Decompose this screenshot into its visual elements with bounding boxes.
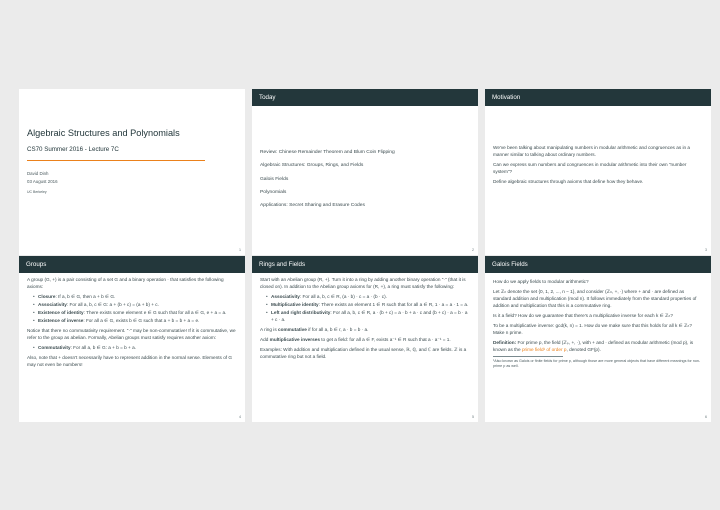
paragraph: Define algebraic structures through axioms that define how they behave. xyxy=(493,179,644,185)
slide-header: Rings and Fields xyxy=(252,256,478,273)
presentation-date: 03 August 2016 xyxy=(27,179,58,185)
title-divider xyxy=(27,160,205,161)
list-item: • Existence of identity: There exists some element e ∈ G such that for all a ∈ G, e + a = a. xyxy=(33,309,237,316)
paragraph: Can we express sum numbers and congruences in modular arithmetic into their own "number system"? xyxy=(493,162,687,175)
list-item: • Associativity: For all a, b, c ∈ R, (a · b) · c = a · (b · c). xyxy=(266,293,470,300)
paragraph: Notice that there no commutativity requirement. "·" may be non-commutative! If it is commutative, we refer to the group as abelian. Formally, Abelian groups must satisfy requires another axiom: xyxy=(27,328,236,341)
agenda-item: Algebraic Structures: Groups, Rings, and Fields xyxy=(260,163,364,169)
list-item: • Existence of inverse: For all a ∈ G, exists b ∈ G such that a + b = b + a = e. xyxy=(33,317,237,324)
affiliation: UC Berkeley xyxy=(27,189,47,194)
paragraph: How do we apply fields to modular arithmetic? xyxy=(493,279,589,284)
agenda-item: Galois Fields xyxy=(260,176,289,182)
paragraph: Is it a field? How do we guarantee that there's a multiplicative inverse for each k ∈ ℤₙ? xyxy=(493,313,673,319)
page-number: 3 xyxy=(705,248,707,252)
agenda-item: Applications: Secret Sharing and Erasure Codes xyxy=(260,203,365,209)
page-number: 5 xyxy=(472,415,474,419)
slide-galois-fields xyxy=(485,256,711,422)
slide-header: Today xyxy=(252,89,478,106)
paragraph: To be a multiplicative inverse: gcd(k, n) = 1. How do we make sure that this holds for all k ∈ ℤₙ? Make n prime. xyxy=(493,323,692,336)
list-item: • Commutativity: For all a, b ∈ G: a + b = b + a. xyxy=(33,344,237,351)
footnote: ¹Also known as Galois or finite fields for prime p, although those are more general objects that have different meanings for non-prime p as well. xyxy=(493,359,701,369)
paragraph: Let ℤₙ denote the set {0, 1, 2, ..., n − 1}, and consider (ℤₙ, +, ·) where + and · are defined as standard addition and multiplication (mod n). It follows immediately from the standard properties of addition and multiplication that this is a commutative ring. xyxy=(493,289,697,309)
paragraph: Also, note that + doesn't necessarily have to represent addition in the normal sense. Elements of G may not even be numbers! xyxy=(27,355,233,368)
page-number: 6 xyxy=(705,415,707,419)
axiom-list xyxy=(33,293,237,324)
definition: Definition: For prime p, the field (ℤₚ, +, ·), with + and · defined as modular arithmetic (mod p), is known as the prime field¹ of order p, denoted GF(p). xyxy=(493,340,694,353)
paragraph: A ring is commutative if for all a, b ∈ r, a · b = b · a. xyxy=(260,327,369,333)
axiom-list xyxy=(266,293,470,323)
slide-header: Galois Fields xyxy=(485,256,711,273)
presentation-subtitle: CS70 Summer 2016 - Lecture 7C xyxy=(27,145,119,153)
paragraph: Start with an Abelian group (R, +). Turn it into a ring by adding another binary operation "·" (that it is closed on). In addition to the Abelian group axioms for (R, +), a ring must satisfy the following: xyxy=(260,277,466,290)
presentation-title: Algebraic Structures and Polynomials xyxy=(27,128,180,138)
agenda-item: Review: Chinese Remainder Theorem and Blum Coin Flipping xyxy=(260,150,395,155)
agenda-item: Polynomials xyxy=(260,190,287,196)
footnote-divider xyxy=(493,356,563,357)
agenda-list xyxy=(252,106,478,210)
slide-today xyxy=(252,89,478,255)
paragraph: Examples: With addition and multiplication defined in the usual sense, ℝ, ℚ, and ℂ are fields. ℤ is a commutative ring but not a field. xyxy=(260,347,467,360)
axiom-list xyxy=(33,344,237,351)
list-item: • Multiplicative identity: There exists an element 1 ∈ R such that for all a ∈ R, 1 · a = a · 1 = a. xyxy=(266,301,470,308)
slide-rings-fields xyxy=(252,256,478,422)
paragraph: A group (G, +) is a pair consisting of a set G and a binary operation · that satisfies the following axioms: xyxy=(27,277,224,290)
page-number: 2 xyxy=(472,248,474,252)
list-item: • Left and right distributivity: For all a, b, c ∈ R, a · (b + c) = a · b + a · c and (b + c) · a = b · a + c · a. xyxy=(266,309,470,323)
slide-groups xyxy=(19,256,245,422)
page-number: 4 xyxy=(239,415,241,419)
slide-header: Groups xyxy=(19,256,245,273)
author-name: David Dinh xyxy=(27,171,49,177)
list-item: • Associativity: For all a, b, c ∈ G: a + (b + c) = (a + b) + c. xyxy=(33,301,237,308)
slide-motivation xyxy=(485,89,711,255)
paragraph: Add multiplicative inverses to get a field: for all a ∈ F, exists a⁻¹ ∈ R such that a · a⁻¹ = 1. xyxy=(260,337,451,343)
slide-header: Motivation xyxy=(485,89,711,106)
paragraph: We've been talking about manipulating numbers in modular arithmetic and congruences as in a manner similar to talking about ordinary numbers. xyxy=(493,145,691,158)
page-number: 1 xyxy=(239,248,241,252)
slide-title xyxy=(19,89,245,255)
list-item: • Closure: If a, b ∈ G, then a + b ∈ G. xyxy=(33,293,237,300)
